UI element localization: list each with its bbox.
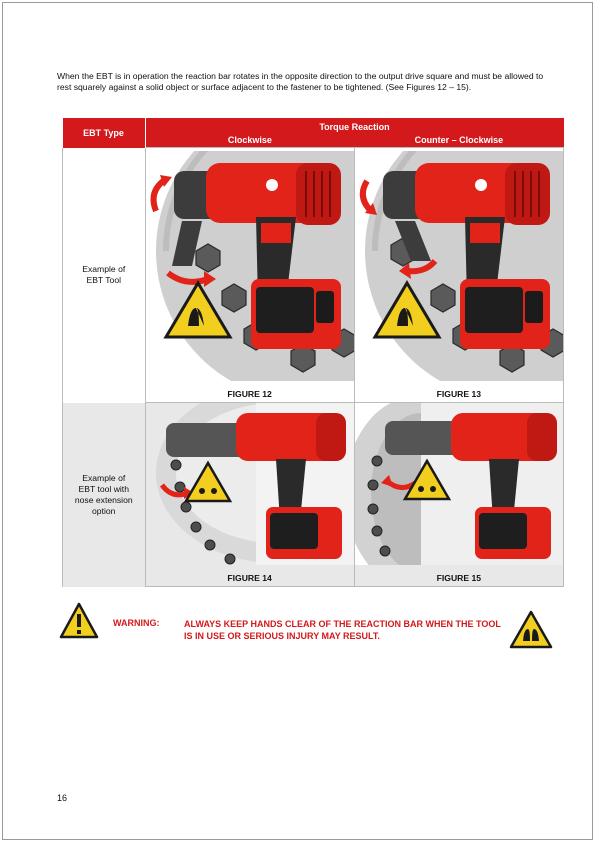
row-label-text: Example of EBT Tool: [82, 264, 126, 285]
figure-12-cell: [145, 148, 354, 403]
figure-15-image: [355, 403, 563, 565]
warning-block: [57, 602, 557, 652]
page-number: 16: [57, 793, 68, 803]
figure-13-caption: FIGURE 13: [436, 389, 482, 399]
figure-15-illustration: [355, 403, 563, 586]
row-label-ebt-tool: [63, 148, 146, 403]
warning-label: WARNING:: [113, 618, 160, 628]
figure-13-cell: [354, 148, 563, 403]
figure-12-image: [146, 151, 354, 381]
warning-text: ALWAYS KEEP HANDS CLEAR OF THE REACTION BAR WHEN THE TOOL IS IN USE OR SERIOUS INJURY MAY RESULT.: [184, 619, 501, 641]
figure-14-image: [146, 403, 354, 565]
row-label-text: Example of EBT tool with nose extension option: [74, 472, 133, 516]
figure-13-illustration: [355, 151, 563, 402]
row-label-nose-extension: [63, 403, 146, 587]
header-clockwise: Clockwise: [145, 132, 354, 148]
figure-12-illustration: [146, 151, 354, 402]
torque-reaction-table: [62, 118, 564, 587]
figure-15-caption: FIGURE 15: [436, 573, 482, 583]
header-ebt-type: EBT Type: [63, 118, 146, 148]
intro-paragraph: When the EBT is in operation the reaction bar rotates in the opposite direction to the output drive square and must be allowed to rest squarely against a solid object or surface adjacent to the fastener to be tightened. (See Figures 12 – 15).: [57, 70, 544, 93]
figure-14-illustration: [146, 403, 354, 586]
header-torque-reaction: Torque Reaction: [145, 118, 564, 132]
figure-14-caption: FIGURE 14: [227, 573, 272, 583]
warning-triangle-icon: [59, 602, 99, 640]
figure-12-caption: FIGURE 12: [227, 389, 272, 399]
figure-15-cell: [354, 403, 563, 587]
figure-13-image: [355, 151, 563, 381]
header-counter-clockwise: Counter – Clockwise: [354, 132, 563, 148]
hand-crush-warning-icon: [509, 610, 553, 650]
figure-14-cell: [145, 403, 354, 587]
